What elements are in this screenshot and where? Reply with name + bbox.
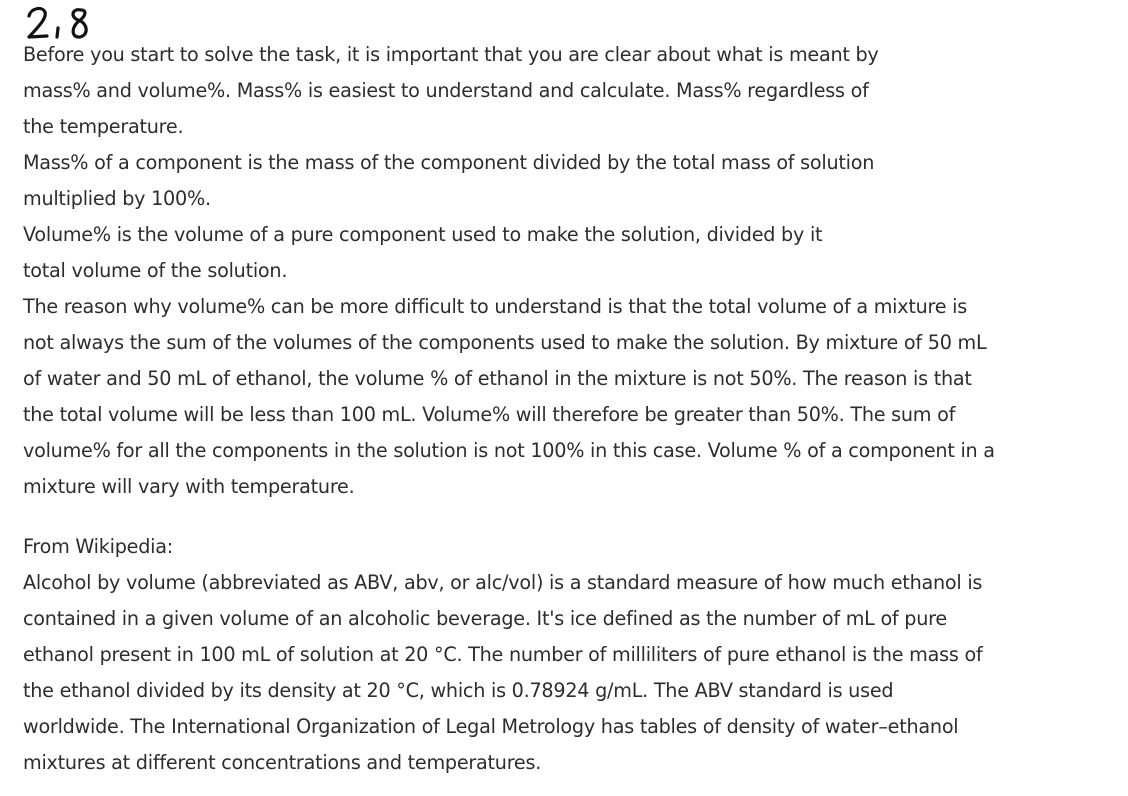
text-line: not always the sum of the volumes of the components used to make the solution. By mixture of 50 mL <box>23 331 987 354</box>
text-line: mixtures at different concentrations and temperatures. <box>23 751 542 774</box>
text-line: multiplied by 100%. <box>23 187 211 210</box>
text-line: of water and 50 mL of ethanol, the volume % of ethanol in the mixture is not 50%. The reason is that <box>23 367 972 390</box>
text-line: contained in a given volume of an alcoholic beverage. It's ice defined as the number of mL of pure <box>23 607 947 630</box>
task-text <box>23 37 1121 781</box>
text-line: worldwide. The International Organization of Legal Metrology has tables of density of water–ethanol <box>23 715 959 738</box>
text-line: Before you start to solve the task, it is important that you are clear about what is meant by <box>23 43 879 66</box>
text-line: The reason why volume% can be more difficult to understand is that the total volume of a mixture is <box>23 295 967 318</box>
text-line: the temperature. <box>23 115 184 138</box>
text-line: Alcohol by volume (abbreviated as ABV, abv, or alc/vol) is a standard measure of how much ethanol is <box>23 571 983 594</box>
text-line: total volume of the solution. <box>23 259 288 282</box>
text-line: mass% and volume%. Mass% is easiest to understand and calculate. Mass% regardless of <box>23 79 869 102</box>
text-line: mixture will vary with temperature. <box>23 475 355 498</box>
text-line: Mass% of a component is the mass of the component divided by the total mass of solution <box>23 151 875 174</box>
text-line: the total volume will be less than 100 mL. Volume% will therefore be greater than 50%. The sum of <box>23 403 956 426</box>
text-line: the ethanol divided by its density at 20 °C, which is 0.78924 g/mL. The ABV standard is used <box>23 679 894 702</box>
wikipedia-heading: From Wikipedia: <box>23 535 173 558</box>
text-line: Volume% is the volume of a pure component used to make the solution, divided by it <box>23 223 823 246</box>
paragraph-gap <box>23 505 1121 529</box>
text-line: ethanol present in 100 mL of solution at 20 °C. The number of milliliters of pure ethanol is the mass of <box>23 643 983 666</box>
text-line: volume% for all the components in the solution is not 100% in this case. Volume % of a component in a <box>23 439 995 462</box>
